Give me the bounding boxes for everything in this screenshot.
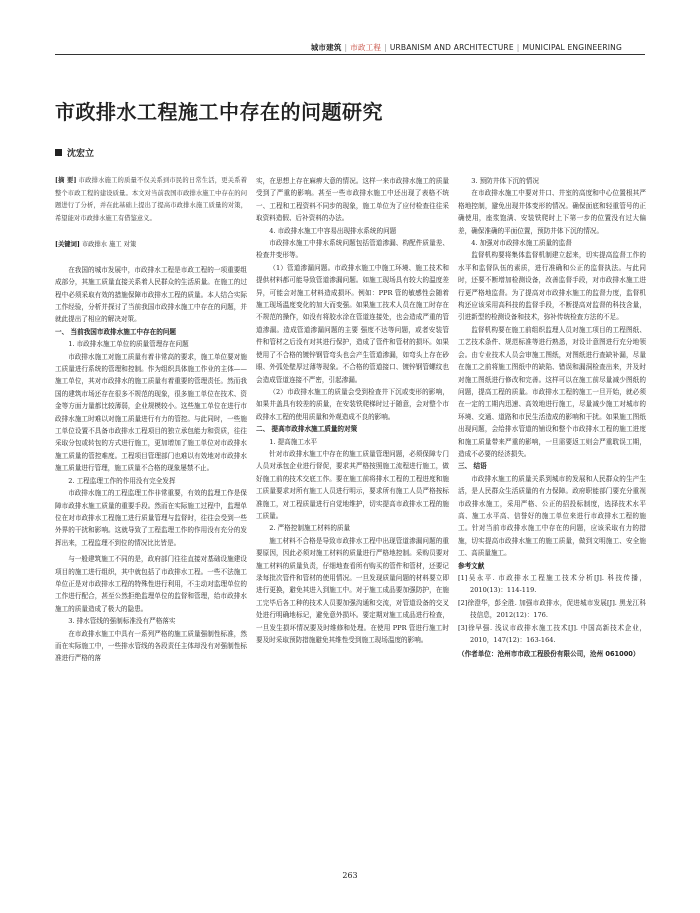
- running-header: 城市建筑 | 市政工程 | URBANISM AND ARCHITECTURE | MUNICIPAL ENGINEERING: [310, 43, 622, 52]
- author-line: [55, 146, 94, 159]
- paragraph: 针对市政排水施工中存在的施工质量管理问题，必须保障专门人员对承包企业进行督促，要求其严格按照施工流程进行施工，做好施工前的技术交底工作。要在施工前将排水工程的工程进度和施工质量要求对所有施工人员进行明示，要求所有施工人员严格按标准施工，对工程质量进行自觉地维护，切实提高市政排水工程的施工质量。: [256, 449, 449, 520]
- paragraph: 市政排水施工中排水系统问题包括管道渗漏、构配件质量差、检查井变形等。: [256, 239, 449, 260]
- abstract-label: [摘 要]: [55, 177, 77, 184]
- paragraph: 施工材料不合格是导致市政排水工程中出现管道渗漏问题的重要原因，因此必须对施工材料的质量进行严格地控制。采购员要对施工材料的质量负责，仔细地查看所有购买的管件和管材，还要记录每批次管件和管材的使用情况。一旦发现质量问题的材料要立即进行更换，避免其进入到施工中。对于施工成品要加强防护，在施工完毕后各工种的技术人员要加强沟通和交流，对管道设备的交叉处进行明确地标记，避免意外损坏。要定期对施工成品进行检查，一旦发生损坏情况要及时维修和处理。在使用 PPR 管进行施工时要及时采取预防措施避免其维性受到施工现场温度的影响。: [256, 536, 449, 645]
- section-heading-1: 一、 当前我国市政排水施工中存在的问题: [55, 327, 176, 336]
- subheading-2-2: 2. 严格控制施工材料的质量: [269, 524, 351, 533]
- paragraph: 与一般建筑施工不同的是，政府部门往往直接对基础设施建设项目的施工进行组织，其中就包括了市政排水工程。一些不法施工单位正是对市政排水工程的特殊性进行利用，不主动对监理单位的工作进行配合，甚至公然拒绝监理单位的监督和管理，给市政排水施工的质量造成了极大的隐患。: [55, 555, 247, 613]
- keywords-label: [关键词]: [55, 241, 80, 249]
- column-1: [55, 175, 247, 665]
- paragraph: 监督机构要在施工前组织监理人员对施工项目的工程图纸、工艺技术条件、规范标准等进行熟悉，对设计意图进行充分地领会。由专业技术人员会审施工图纸，对图纸进行查缺补漏，尽量在施工之前将施工图纸中的缺陷、错误和漏洞检查出来，并及时对施工图纸进行修改和完善。这样可以在施工前尽量减少图纸的问题，提高工程的质量。市政排水工程的施工一旦开始，就必须在一定的工期内迅速、高效地进行施工，尽量减少施工对城市的环境、交通、道路和市民生活造成的影响和干扰。如果施工图纸出现问题，会给排水管道的铺设和整个市政排水工程的施工进度和施工质量带来严重的影响，一旦需要返工则会严重耽误工期，造成不必要的经济损失。: [458, 325, 646, 458]
- subheading-2-1: 1. 提高施工水平: [269, 437, 318, 446]
- reference-item: [1]吴永平. 市政排水工程施工技术分析[J]. 科技传播，2010(13)：114-119.: [458, 574, 646, 595]
- reference-item: [2]徐澄华，彭全胜. 加强市政排水，促进城市发展[J]. 黑龙江科技信息，2012(12)：176.: [458, 598, 646, 620]
- subheading-2-4: 4. 加强对市政排水施工质量的监督: [471, 239, 572, 248]
- paragraph: 监督机构要将集体监督机制建立起来，切实提高监督工作的水平和监督队伍的素质，进行准确和公正的监督执法。与此同时，还要不断增加检测设备，改善监督手段，对市政排水施工进行更严格地监督。为了提高对市政排水施工的监督力度，监督机构还应该采用高科技的监督手段，不断提高对监督的科技含量，引进新型的检测设备和技术，弥补传统检查方法的不足。: [458, 251, 646, 322]
- paragraph: 实，在思想上存在麻痹大意的情况。这样一来市政排水施工的质量受到了严重的影响。甚至一些市政排水施工中还出现了表格不统一、工程和工程资料不同步的现象，施工单位为了应付检查往往采取资料造假、后补资料的办法。: [256, 177, 449, 223]
- paragraph: 市政排水施工对施工质量有着非常高的要求，施工单位要对施工质量进行系统的管理和控制。作为组织具体施工作业的主体——施工单位，其对市政排水的施工质量有着重要的管理责任。然而我国的建筑市场还存在很多不规范的现象，很多施工单位在技术、资金等方面力量都比较薄弱，企业规模较小。这些施工单位在进行市政排水施工时难以对施工质量进行有力的管控。与此同时，一些施工单位设置不具备市政排水工程项目的独立承包能力和资质，往往采取分包或转包的方式进行施工，更加增加了施工单位对市政排水施工质量的管控难度。工程项目管理部门也难以有效地对市政排水施工质量进行管理，施工质量不合格的现象屡禁不止。: [55, 352, 247, 473]
- header-category-en: MUNICIPAL ENGINEERING: [522, 43, 622, 52]
- section-heading-2: 二、 提高市政排水施工质量的对策: [256, 425, 358, 434]
- keywords-text: 市政排水 施工 对策: [81, 241, 137, 249]
- subheading-2-3: 3. 预防井体下沉的情况: [471, 177, 539, 185]
- paragraph: 市政排水施工的工程监理工作非常重要，有效的监理工作是保障市政排水施工质量的重要手段。然而在实际施工过程中，监理单位在对市政排水工程施工进行质量管理与监督时，往往会受到一些外界的干扰和影响。这就导致了工程监理工作的作用没有充分的发挥出来，工程监理不到位的情况比比皆是。: [55, 489, 247, 547]
- paragraph: （1）管道渗漏问题。市政排水施工中施工环境、施工技术和提供材料都可能导致管道渗漏问题。如施工现场具有较大的温度差异，可能会对施工材料造成损坏。例如：PPR 管的敏感性会随着施工现场温度变化的加大而变强。如果施工技术人员在施工时存在不规范的操作，如没有将胶水涂在管道连接处，也会造成严重的管道渗漏。造成管道渗漏问题的主要 强度不达等问题，或者安装管件和管材之后没有对其进行保护，造成了管件和管材的损坏。如果使用了不合格的镀锌钢管弯头也会产生管道渗漏，如弯头上存在砂眼、外弧处壁厚过薄等现象。不合格的管道接口、镀锌钢管螺纹也会造成管道连接不严密，引起渗漏。: [256, 263, 449, 384]
- column-2: [256, 175, 449, 646]
- column-3: [458, 175, 646, 661]
- keywords: [55, 239, 247, 251]
- subheading-1-3: 3. 排水管线的强制标准没有严格落实: [68, 617, 176, 626]
- header-section-en: URBANISM AND ARCHITECTURE: [389, 43, 514, 52]
- abstract: [55, 175, 247, 225]
- reference-item: [3]徐早强. 浅议市政排水施工技术[J]. 中国高新技术企业，2010，147(12)：163-164.: [458, 623, 646, 645]
- subheading-1-2: 2. 工程监理工作的作用没有完全发挥: [68, 476, 176, 485]
- abstract-text: 市政排水施工的质量不仅关系到市民的日常生活，更关系着整个市政工程的建设质量。本文对当前我国市政排水施工中存在的问题进行了分析，并在此基础上提出了提高市政排水施工质量的对策，希望能对市政排水施工有借鉴意义。: [55, 177, 247, 222]
- paragraph: 在市政排水施工中要对井口、井室的高度和中心位置根其严格地控制，避免出现井体变形的情况。确保面底和轻重管号的正确使用，座浆饱满、安装铁爬时上下第一步的位置没有过大偏差，确保准确的平面位置，预防井体下沉的情况。: [458, 189, 646, 235]
- subheading-1-4: 4. 市政排水施工中容易出现排水系统的问题: [269, 226, 397, 235]
- page-number: 263: [342, 871, 358, 880]
- header-category-cn: 市政工程: [350, 43, 382, 52]
- author-name: 沈宏立: [67, 149, 95, 159]
- subheading-1-1: 1. 市政排水施工单位的质量管理存在问题: [68, 340, 189, 349]
- paragraph: 市政排水施工的质量关系到城市的发展和人民群众的生产生活，是人民群众生活质量的有力保障。政府职能部门要充分重视市政排水施工，采用严格、公正的招投标制度，选择技术水平高、施工水平高、信誉好的施工单位来进行市政排水工程的施工。针对当前市政排水施工中存在的问题，应该采取有力的措施，切实提高市政排水施工的施工质量，做到文明施工、安全施工、高质量施工。: [458, 474, 646, 558]
- author-affiliation: （作者单位：沧州市市政工程股份有限公司，沧州 061000）: [458, 650, 640, 659]
- header-section-cn: 城市建筑: [310, 43, 342, 52]
- paragraph: 在市政排水施工中具有一系列严格的施工质量强制性标准，然而在实际施工中，一些排水管线的各段责任主体却没有对强制性标准进行严格的落: [55, 629, 247, 663]
- paragraph: （2）市政排水施工的质量会受到检查井下沉或变形的影响，如果井盖具有较差的质量，在安装铁爬梯时过于随意，会对整个市政排水工程的使用质量和外观造成不良的影响。: [256, 387, 449, 421]
- section-heading-3: 三、 结语: [458, 462, 487, 471]
- header-rule: [55, 54, 645, 55]
- author-square-icon: [55, 149, 62, 156]
- article-title: 市政排水工程施工中存在的问题研究: [55, 100, 383, 124]
- intro-paragraph: 在我国的城市发展中，市政排水工程是市政工程的一项重要组成部分，其施工质量直接关系着人民群众的生活质量。在施工的过程中必须采取有效的措施保障市政排水工程的质量。本人结合实际工作经验，分析并探讨了当前我国市政排水施工中存在的问题，并就此提出了相应的解决对策。: [55, 265, 247, 324]
- references-title: 参考文献: [458, 561, 485, 570]
